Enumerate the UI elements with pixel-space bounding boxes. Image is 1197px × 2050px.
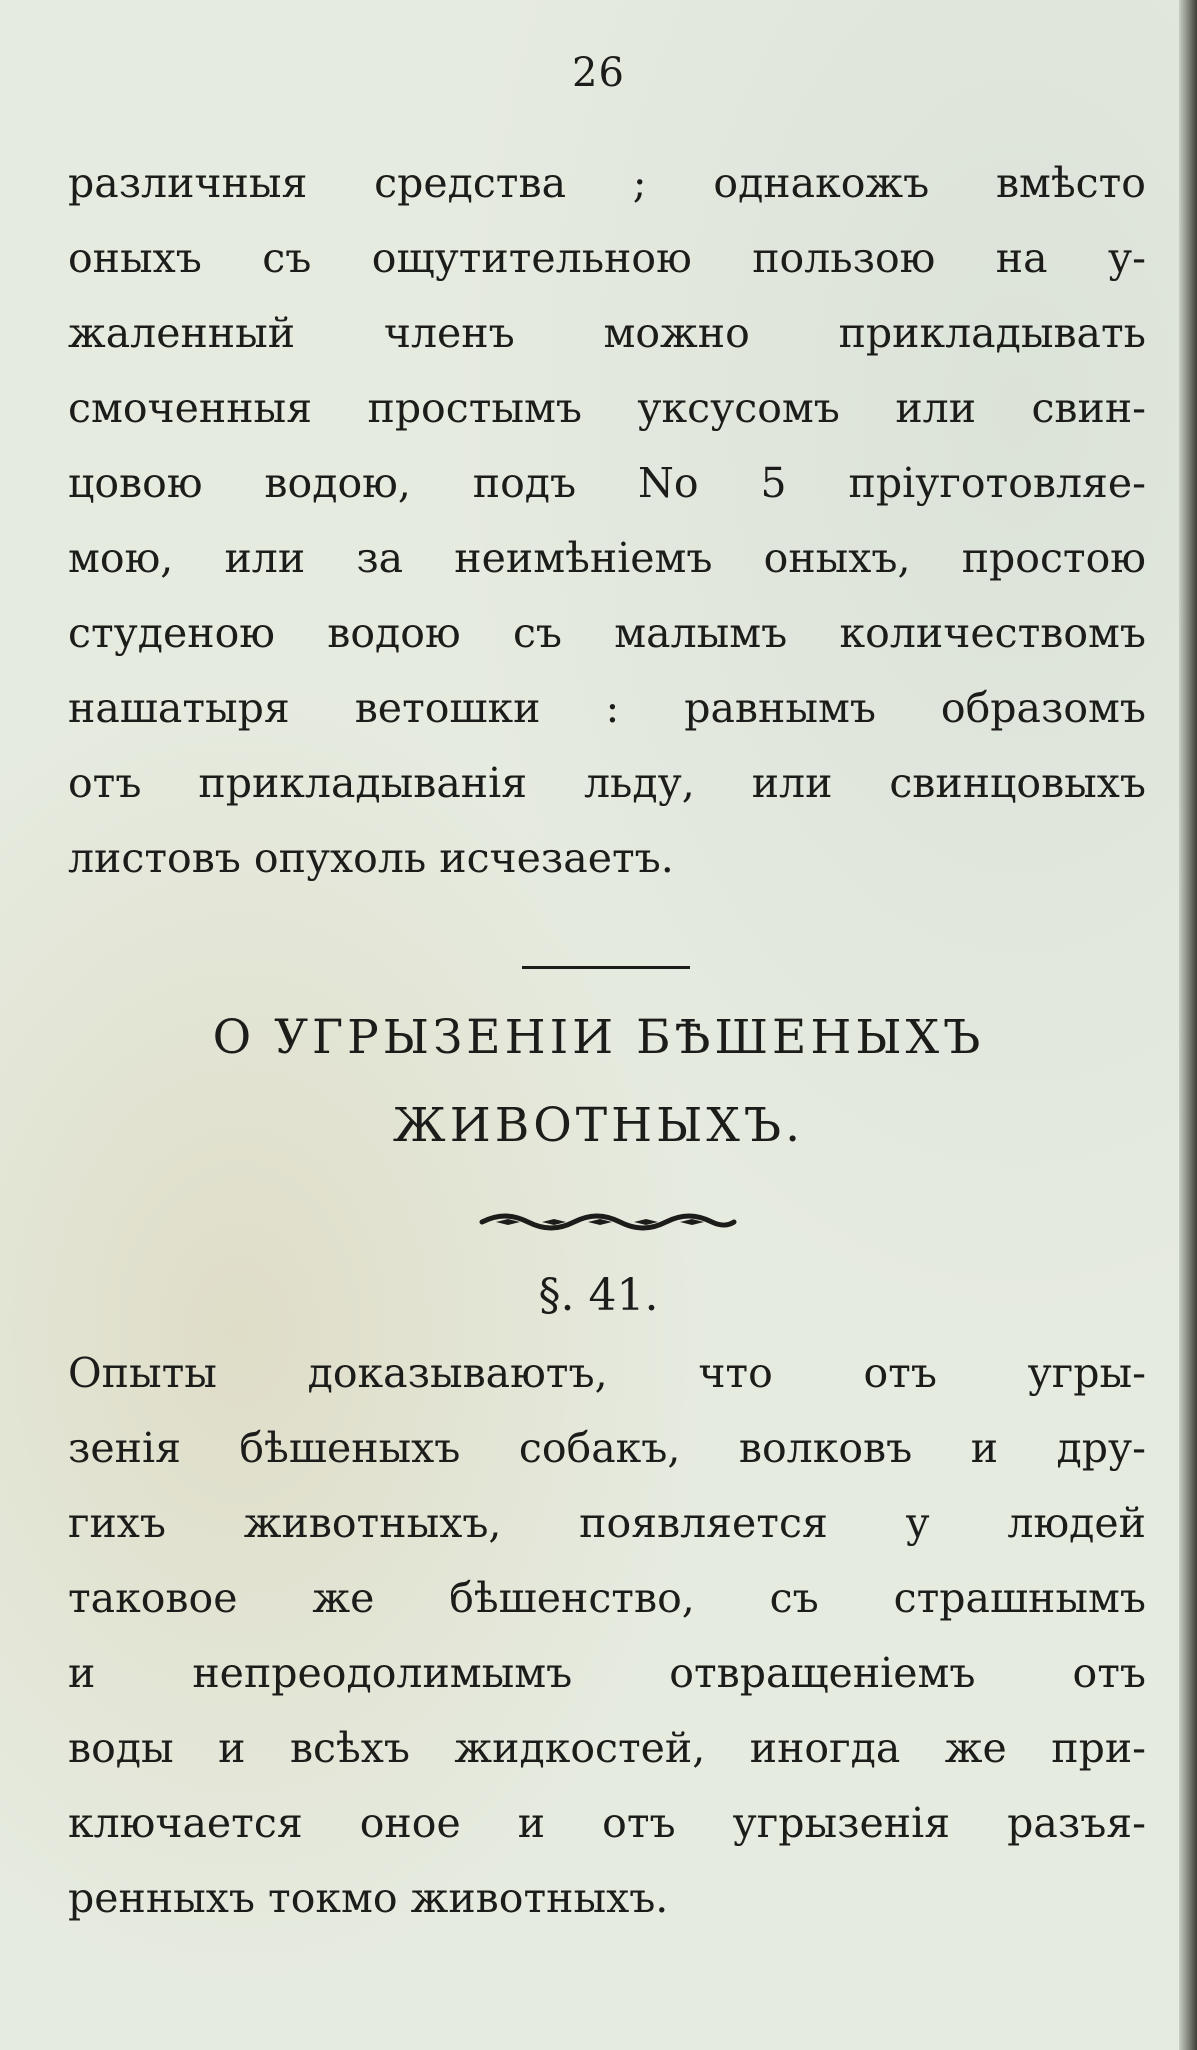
text-line: отъ прикладыванія льду, или свинцовыхъ: [68, 759, 1146, 807]
text-line: воды и всѣхъ жидкостей, иногда же при-: [68, 1724, 1146, 1772]
text-line: цовою водою, подъ No 5 пріуготовляе-: [68, 459, 1146, 507]
text-line: таковое же бѣшенство, съ страшнымъ: [68, 1574, 1146, 1622]
text-line: оныхъ съ ощутительною пользою на у-: [68, 234, 1146, 282]
text-line: мою, или за неимѣніемъ оныхъ, простою: [68, 534, 1146, 582]
paragraph-2: [68, 1336, 1146, 1936]
text-line: ренныхъ токмо животныхъ.: [68, 1874, 669, 1922]
text-line: студеною водою съ малымъ количествомъ: [68, 609, 1146, 657]
paragraph-1: [68, 146, 1146, 896]
text-line: различныя средства ; однакожъ вмѣсто: [68, 159, 1146, 207]
ornamental-divider: [478, 1210, 738, 1234]
horizontal-rule: [522, 966, 690, 969]
text-line: ключается оное и отъ угрызенія разъя-: [68, 1799, 1146, 1847]
text-line: смоченныя простымъ уксусомъ или свин-: [68, 384, 1146, 432]
text-line: листовъ опухоль исчезаетъ.: [68, 834, 674, 882]
text-line: гихъ животныхъ, появляется у людей: [68, 1499, 1146, 1547]
chapter-heading-line-2: ЖИВОТНЫХЪ.: [392, 1098, 805, 1153]
text-line: нашатыря ветошки : равнымъ образомъ: [68, 684, 1146, 732]
text-line: Опыты доказываютъ, что отъ угры-: [68, 1349, 1146, 1397]
section-number: §. 41.: [538, 1270, 659, 1321]
text-line: жаленный членъ можно прикладывать: [68, 309, 1146, 357]
text-line: и непреодолимымъ отвращеніемъ отъ: [68, 1649, 1146, 1697]
chapter-heading-line-1: О УГРЫЗЕНІИ БѢШЕНЫХЪ: [212, 1010, 985, 1065]
text-line: зенія бѣшеныхъ собакъ, волковъ и дру-: [68, 1424, 1146, 1472]
page-number: 26: [572, 50, 625, 96]
